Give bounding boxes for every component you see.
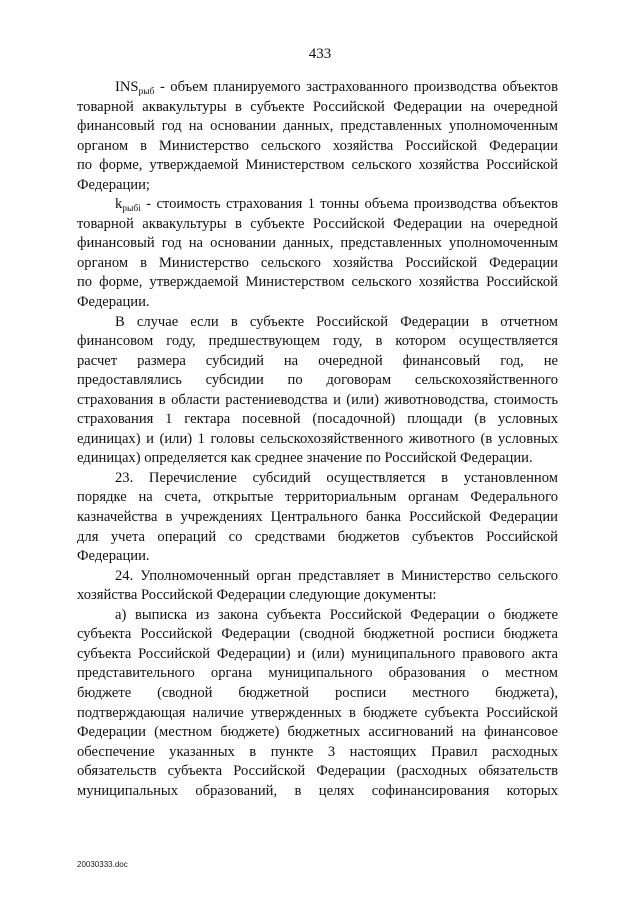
text-line: субъекта Российской Федерации (сводной бюджетной росписи бюджета [77, 626, 558, 643]
text-line: обязательств субъекта Российской Федерации (расходных обязательств [77, 763, 558, 780]
text-line: страхования 1 гектара посевной (посадочной) площади (в условных [77, 411, 558, 428]
footer-filename: 20030333.doc [77, 860, 128, 869]
text-line: а) выписка из закона субъекта Российской Федерации о бюджете [115, 606, 558, 623]
text-line: единицах) определяется как среднее значение по Российской Федерации. [77, 450, 533, 467]
document-body [77, 78, 558, 801]
text-line: казначейства в учреждениях Центрального банка Российской Федерации [77, 509, 558, 526]
paragraph-case [77, 313, 558, 469]
paragraph-24 [77, 567, 558, 606]
text-line: обеспечение указанных в пункте 3 настоящих Правил расходных [77, 743, 558, 760]
text-line: по форме, утверждаемой Министерством сельского хозяйства Российской [77, 274, 558, 291]
symbol-k: $k_{рыбi}$ [115, 196, 141, 215]
text-line: Федерации (местном бюджете) бюджетных ассигнований на финансовое [77, 724, 558, 741]
text-line: муниципальных образований, в целях софинансирования которых [77, 782, 558, 799]
symbol-ins: $INS_{рыб}$ [115, 79, 155, 97]
text-line: Федерации. [77, 548, 150, 565]
definition-ins [77, 78, 558, 195]
definition-ins-first-line: $INS_{рыб}$ - объем планируемого застрахованного производства объектов [115, 79, 558, 97]
text-line: товарной аквакультуры в субъекте Российской Федерации на очередной [77, 98, 558, 115]
text-line: Федерации; [77, 176, 150, 193]
text-line: Федерации. [77, 294, 150, 311]
text-line: товарной аквакультуры в субъекте Российской Федерации на очередной [77, 215, 558, 232]
text-line: подтверждающая наличие утвержденных в бюджете субъекта Российской [77, 704, 558, 721]
text-line: порядке на счета, открытые территориальным органам Федерального [77, 489, 558, 506]
text-line: финансовый год на основании данных, представленных уполномоченным [77, 118, 558, 135]
text-line: 24. Уполномоченный орган представляет в Министерство сельского [115, 567, 558, 584]
text-line: расчет размера субсидий на очередной финансовый год, не [77, 352, 558, 369]
paragraph-23 [77, 469, 558, 567]
text-line: предоставлялись субсидии по договорам сельскохозяйственного [77, 372, 558, 389]
text-line: хозяйства Российской Федерации следующие документы: [77, 587, 437, 604]
definition-k [77, 195, 558, 312]
definition-k-first-line: $k_{рыбi}$ - стоимость страхования 1 тонны объема производства объектов [115, 196, 558, 215]
text-line: финансовый год на основании данных, представленных уполномоченным [77, 235, 558, 252]
text-line: по форме, утверждаемой Министерством сельского хозяйства Российской [77, 157, 558, 174]
text-line: для учета операций со средствами бюджетов субъектов Российской [77, 528, 558, 545]
page-number: 433 [308, 46, 332, 62]
text-line: бюджете (сводной бюджетной росписи местного бюджета), [77, 684, 558, 701]
paragraph-24a [77, 606, 558, 801]
text-line: В случае если в субъекте Российской Федерации в отчетном [115, 313, 558, 330]
text-line: 23. Перечисление субсидий осуществляется в установленном [115, 469, 558, 486]
text-line: финансовом году, предшествующем году, в котором осуществляется [77, 333, 558, 350]
text-line: страхования в области растениеводства и (или) животноводства, стоимость [77, 391, 558, 408]
text-line: единицах) и (или) 1 головы сельскохозяйственного животного (в условных [77, 430, 558, 447]
text-line: органом в Министерство сельского хозяйства Российской Федерации [77, 254, 558, 271]
text-line: представительного органа муниципального образования о местном [77, 665, 558, 682]
text-line: субъекта Российской Федерации) и (или) муниципального правового акта [77, 645, 558, 662]
text-line: органом в Министерство сельского хозяйства Российской Федерации [77, 137, 558, 154]
